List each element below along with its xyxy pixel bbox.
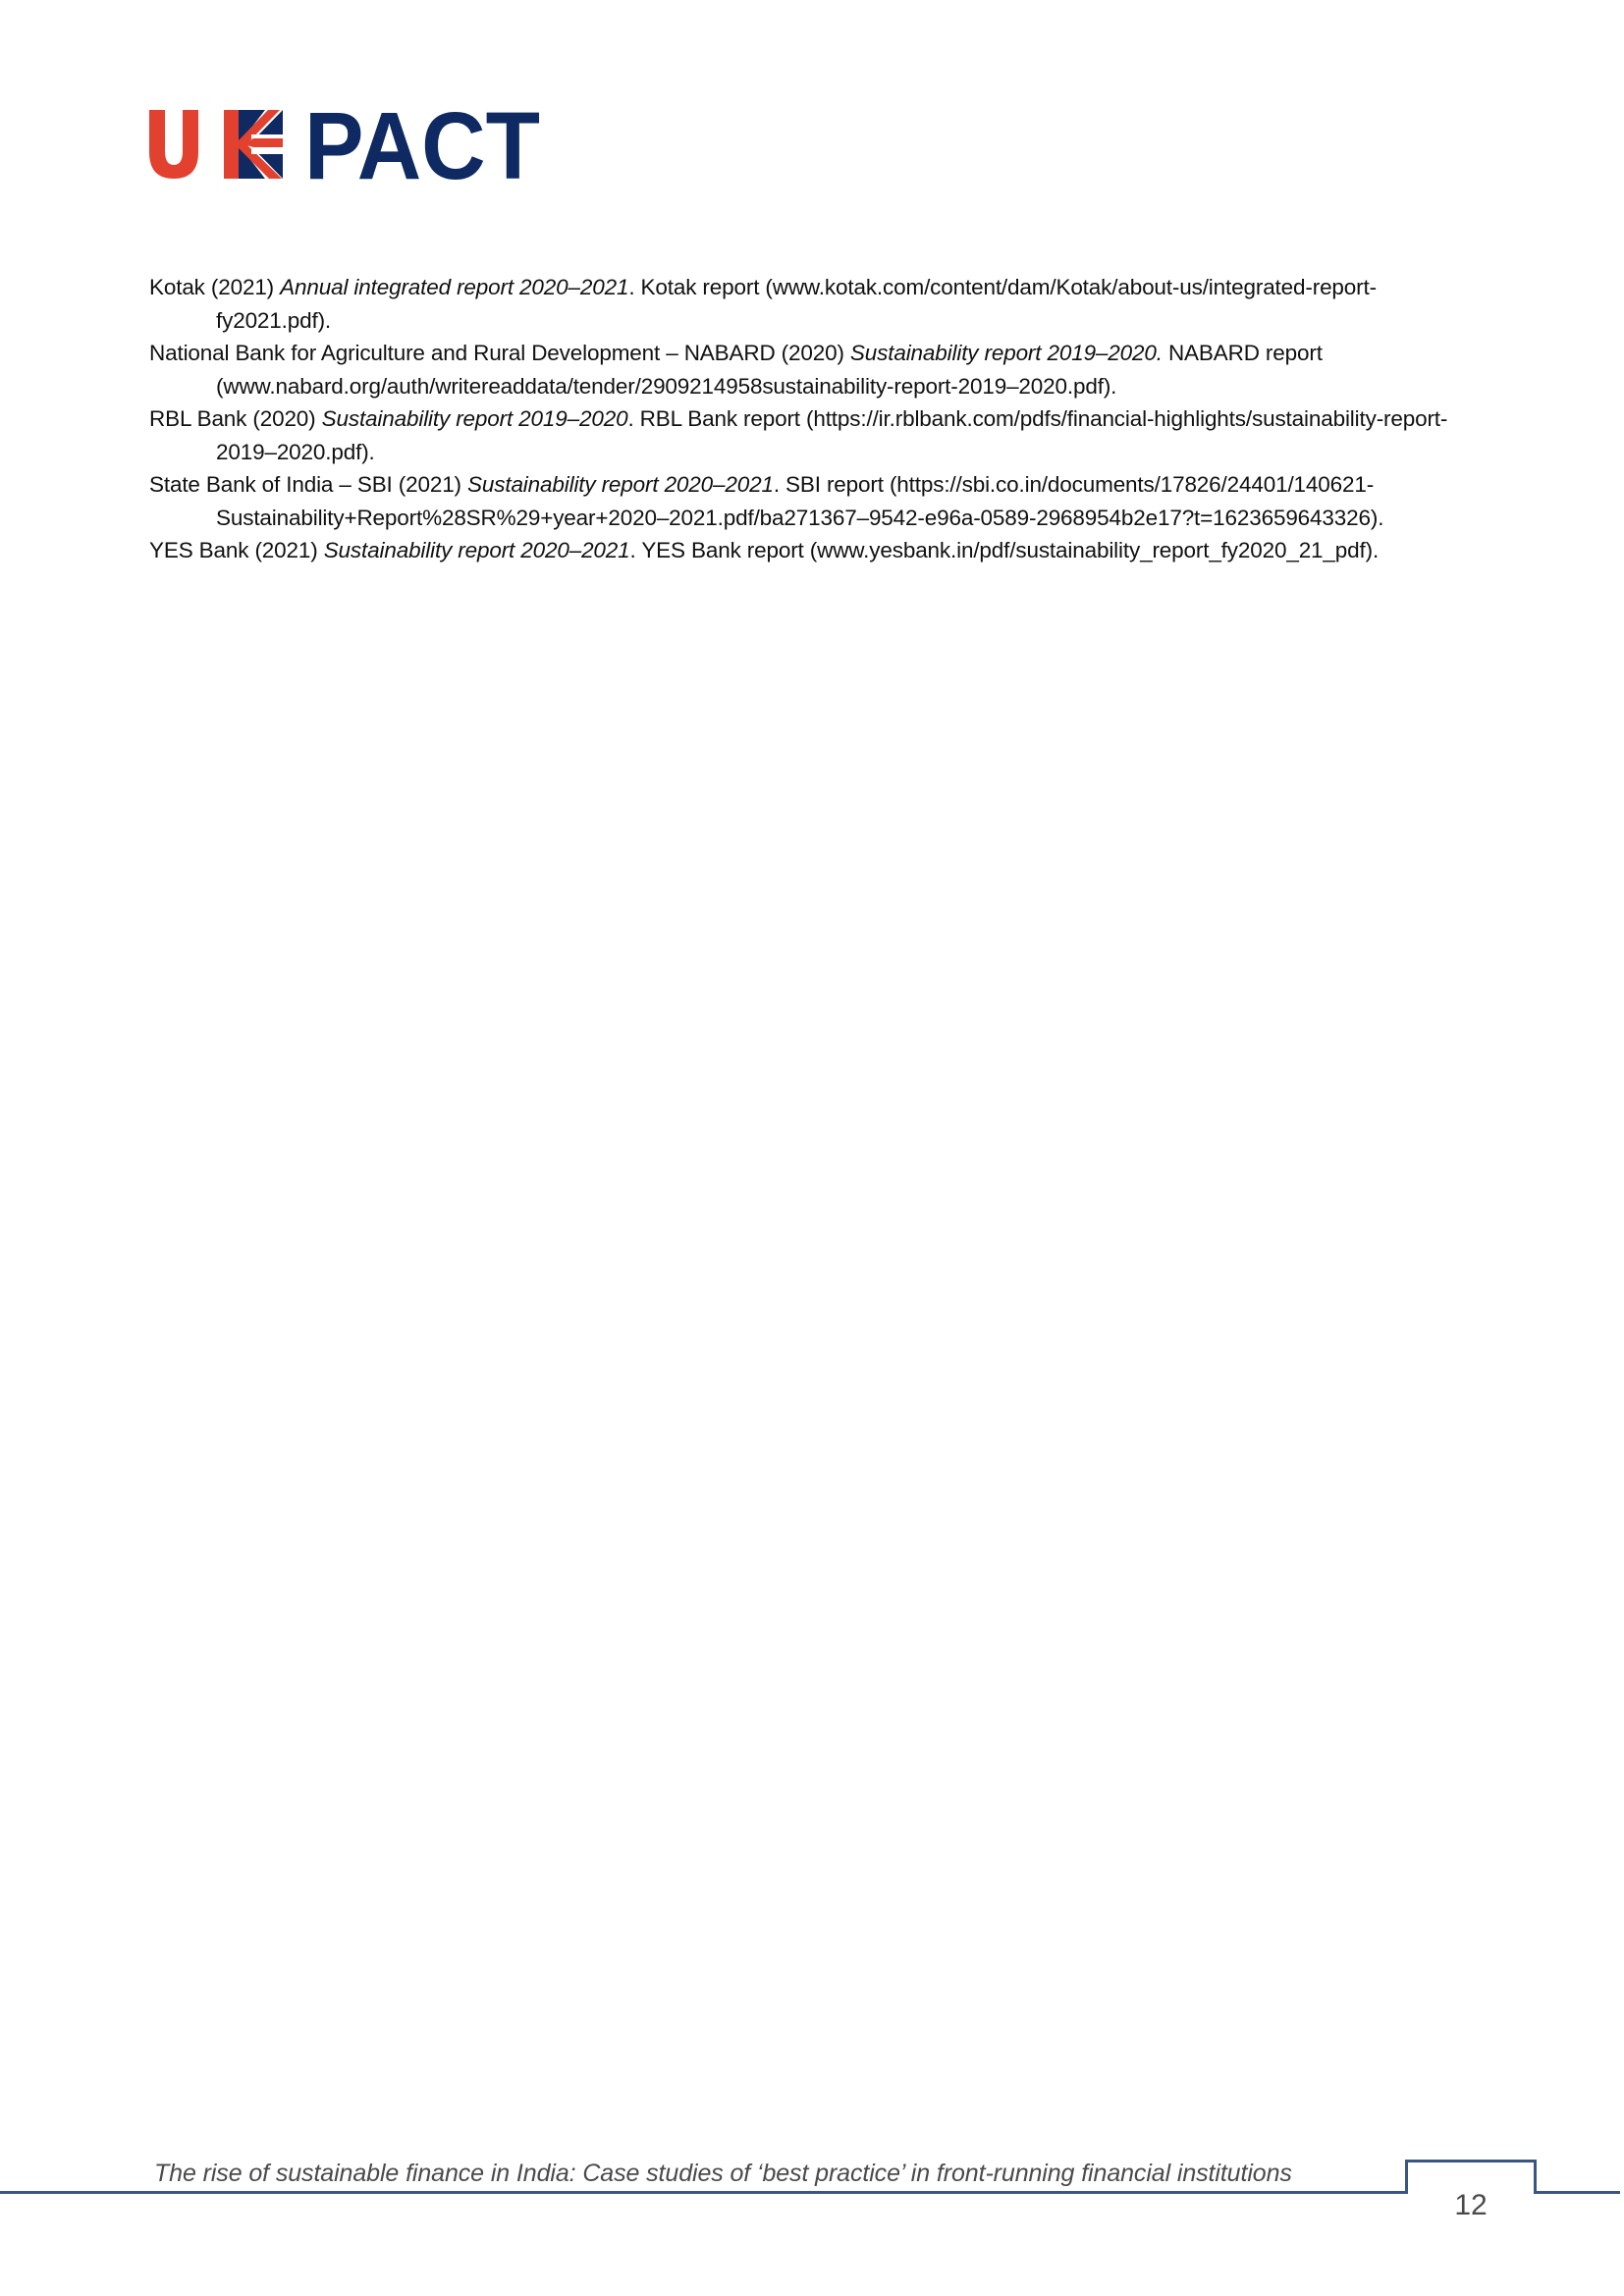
logo-letter-k-stem bbox=[224, 110, 239, 179]
reference-source: . YES Bank report (www.yesbank.in/pdf/sustainability_report_fy2020_21_pdf). bbox=[629, 538, 1380, 562]
reference-item-sbi bbox=[149, 468, 1470, 534]
reference-source: . SBI report (https://sbi.co.in/documents/17826/24401/140621-Sustainability+Report%28SR%29+year+2020–2021.pdf/ba271367–9542-e96a-0589-2968954b2e17?t=1623659643326). bbox=[216, 472, 1384, 530]
union-flag-icon bbox=[239, 110, 283, 179]
reference-author: State Bank of India – SBI (2021) bbox=[149, 472, 468, 497]
reference-title: Sustainability report 2019–2020. bbox=[849, 341, 1163, 365]
footer-document-title: The rise of sustainable finance in India: Case studies of ‘best practice’ in front-running financial institutions bbox=[154, 2160, 1292, 2187]
reference-source: NABARD report (www.nabard.org/auth/writereaddata/tender/2909214958sustainability-report-2019–2020.pdf). bbox=[216, 341, 1323, 399]
reference-item-nabard bbox=[149, 337, 1470, 402]
reference-author: RBL Bank (2020) bbox=[149, 406, 322, 431]
reference-title: Sustainability report 2020–2021 bbox=[467, 472, 774, 497]
footer-rule-right bbox=[1534, 2191, 1620, 2194]
reference-item-rbl bbox=[149, 402, 1470, 468]
reference-title: Sustainability report 2020–2021 bbox=[323, 538, 630, 562]
uk-pact-logo bbox=[149, 108, 542, 181]
logo-letter-u bbox=[149, 110, 198, 179]
reference-list bbox=[149, 271, 1470, 567]
reference-title: Sustainability report 2019–2020 bbox=[321, 406, 628, 431]
reference-author: National Bank for Agriculture and Rural Development – NABARD (2020) bbox=[149, 341, 850, 365]
reference-source: . RBL Bank report (https://ir.rblbank.com/pdfs/financial-highlights/sustainability-report-2019–2020.pdf). bbox=[216, 406, 1448, 464]
reference-author: Kotak (2021) bbox=[149, 275, 281, 299]
reference-author: YES Bank (2021) bbox=[149, 538, 324, 562]
reference-source: . Kotak report (www.kotak.com/content/dam/Kotak/about-us/integrated-report-fy2021.pdf). bbox=[216, 275, 1377, 333]
reference-title: Annual integrated report 2020–2021 bbox=[280, 275, 629, 299]
page-number: 12 bbox=[1454, 2189, 1488, 2221]
footer-rule bbox=[0, 2191, 1407, 2194]
logo-text-pact: PACT bbox=[304, 108, 540, 181]
reference-item-yes-bank bbox=[149, 534, 1470, 567]
reference-item-kotak bbox=[149, 271, 1470, 337]
